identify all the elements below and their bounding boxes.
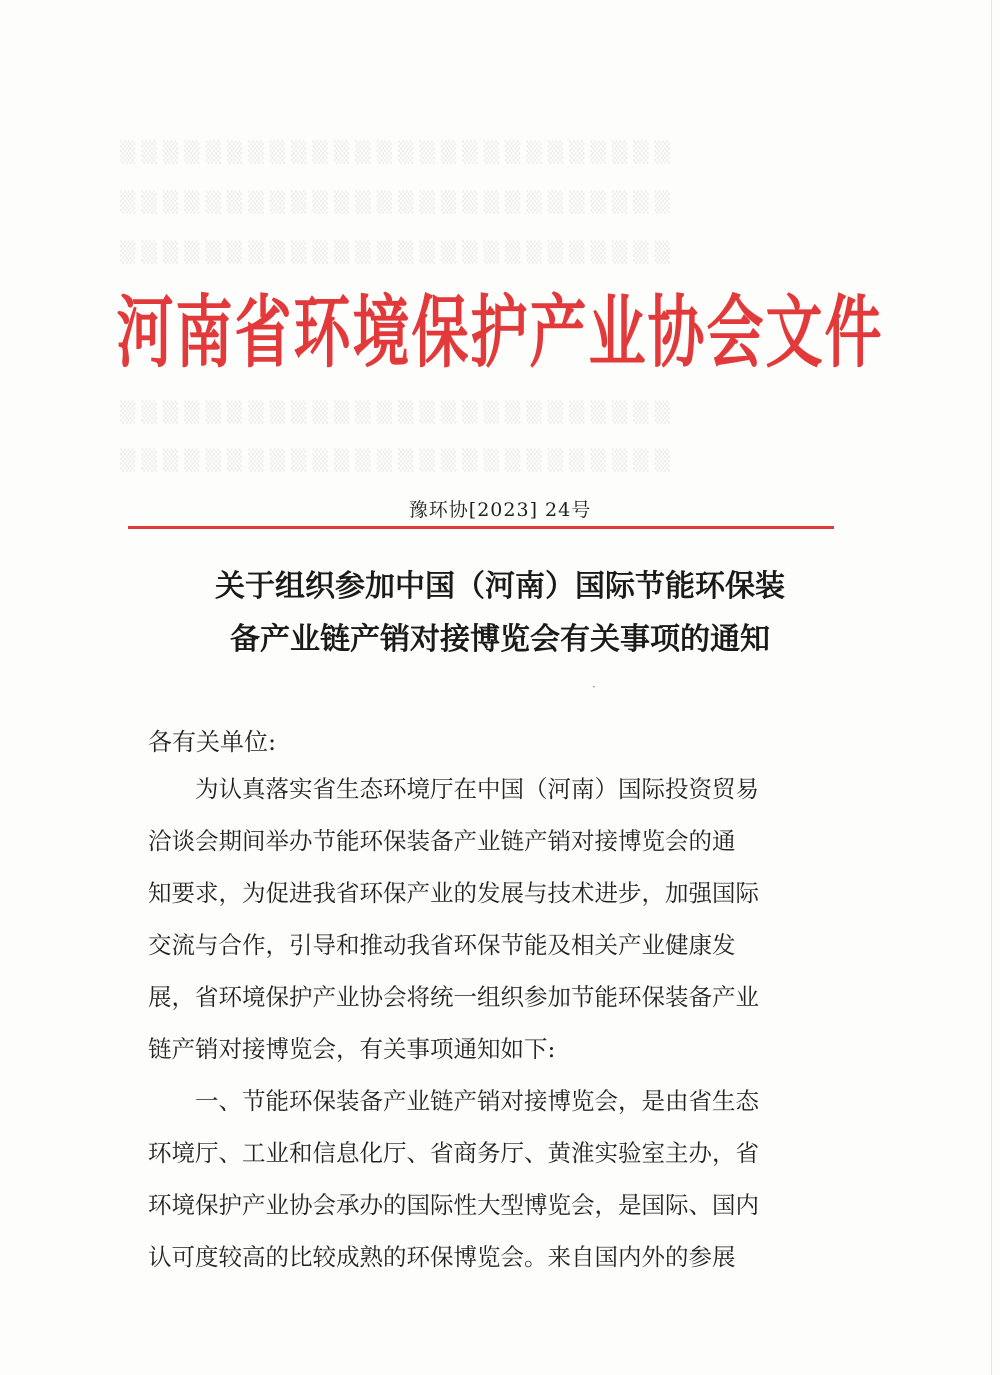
document-number: 豫环协[2023] 24号 <box>408 499 592 521</box>
bleed-through-5: ▒▒▒▒▒▒▒▒▒▒▒▒▒▒▒▒▒▒▒▒▒▒▒▒▒▒ <box>120 448 676 472</box>
salutation: 各有关单位: <box>148 728 277 756</box>
letterhead-title: 河南省环境保护产业协会文件 <box>116 285 884 378</box>
body-line: 环境厅、工业和信息化厅、省商务厅、黄淮实验室主办，省 <box>148 1139 759 1167</box>
notice-title-line-2: 备产业链产销对接博览会有关事项的通知 <box>230 622 770 657</box>
body-line: 展，省环境保护产业协会将统一组织参加节能环保装备产业 <box>148 983 759 1011</box>
red-divider-line <box>128 526 834 529</box>
body-line: 环境保护产业协会承办的国际性大型博览会，是国际、国内 <box>148 1191 759 1219</box>
body-line: 认可度较高的比较成熟的环保博览会。来自国内外的参展 <box>148 1243 736 1271</box>
bleed-through-4: ▒▒▒▒▒▒▒▒▒▒▒▒▒▒▒▒▒▒▒▒▒▒▒▒▒▒ <box>120 400 676 424</box>
body-line: 一、节能环保装备产业链产销对接博览会，是由省生态 <box>148 1087 759 1115</box>
body-line: 链产销对接博览会，有关事项通知如下: <box>148 1035 556 1063</box>
body-line: 知要求，为促进我省环保产业的发展与技术进步，加强国际 <box>148 879 759 907</box>
body-line: 洽谈会期间举办节能环保装备产业链产销对接博览会的通 <box>148 827 736 855</box>
notice-title-line-1: 关于组织参加中国（河南）国际节能环保装 <box>215 569 785 604</box>
body-line: 为认真落实省生态环境厅在中国（河南）国际投资贸易 <box>148 775 759 803</box>
bleed-through-1: ▒▒▒▒▒▒▒▒▒▒▒▒▒▒▒▒▒▒▒▒▒▒▒▒▒▒ <box>120 140 676 164</box>
bleed-through-2: ▒▒▒▒▒▒▒▒▒▒▒▒▒▒▒▒▒▒▒▒▒▒▒▒▒▒ <box>120 190 676 214</box>
body-line: 交流与合作，引导和推动我省环保节能及相关产业健康发 <box>148 931 736 959</box>
bleed-through-3: ▒▒▒▒▒▒▒▒▒▒▒▒▒▒▒▒▒▒▒▒▒▒▒▒▒▒ <box>120 240 676 264</box>
scan-speck: · <box>592 680 596 694</box>
